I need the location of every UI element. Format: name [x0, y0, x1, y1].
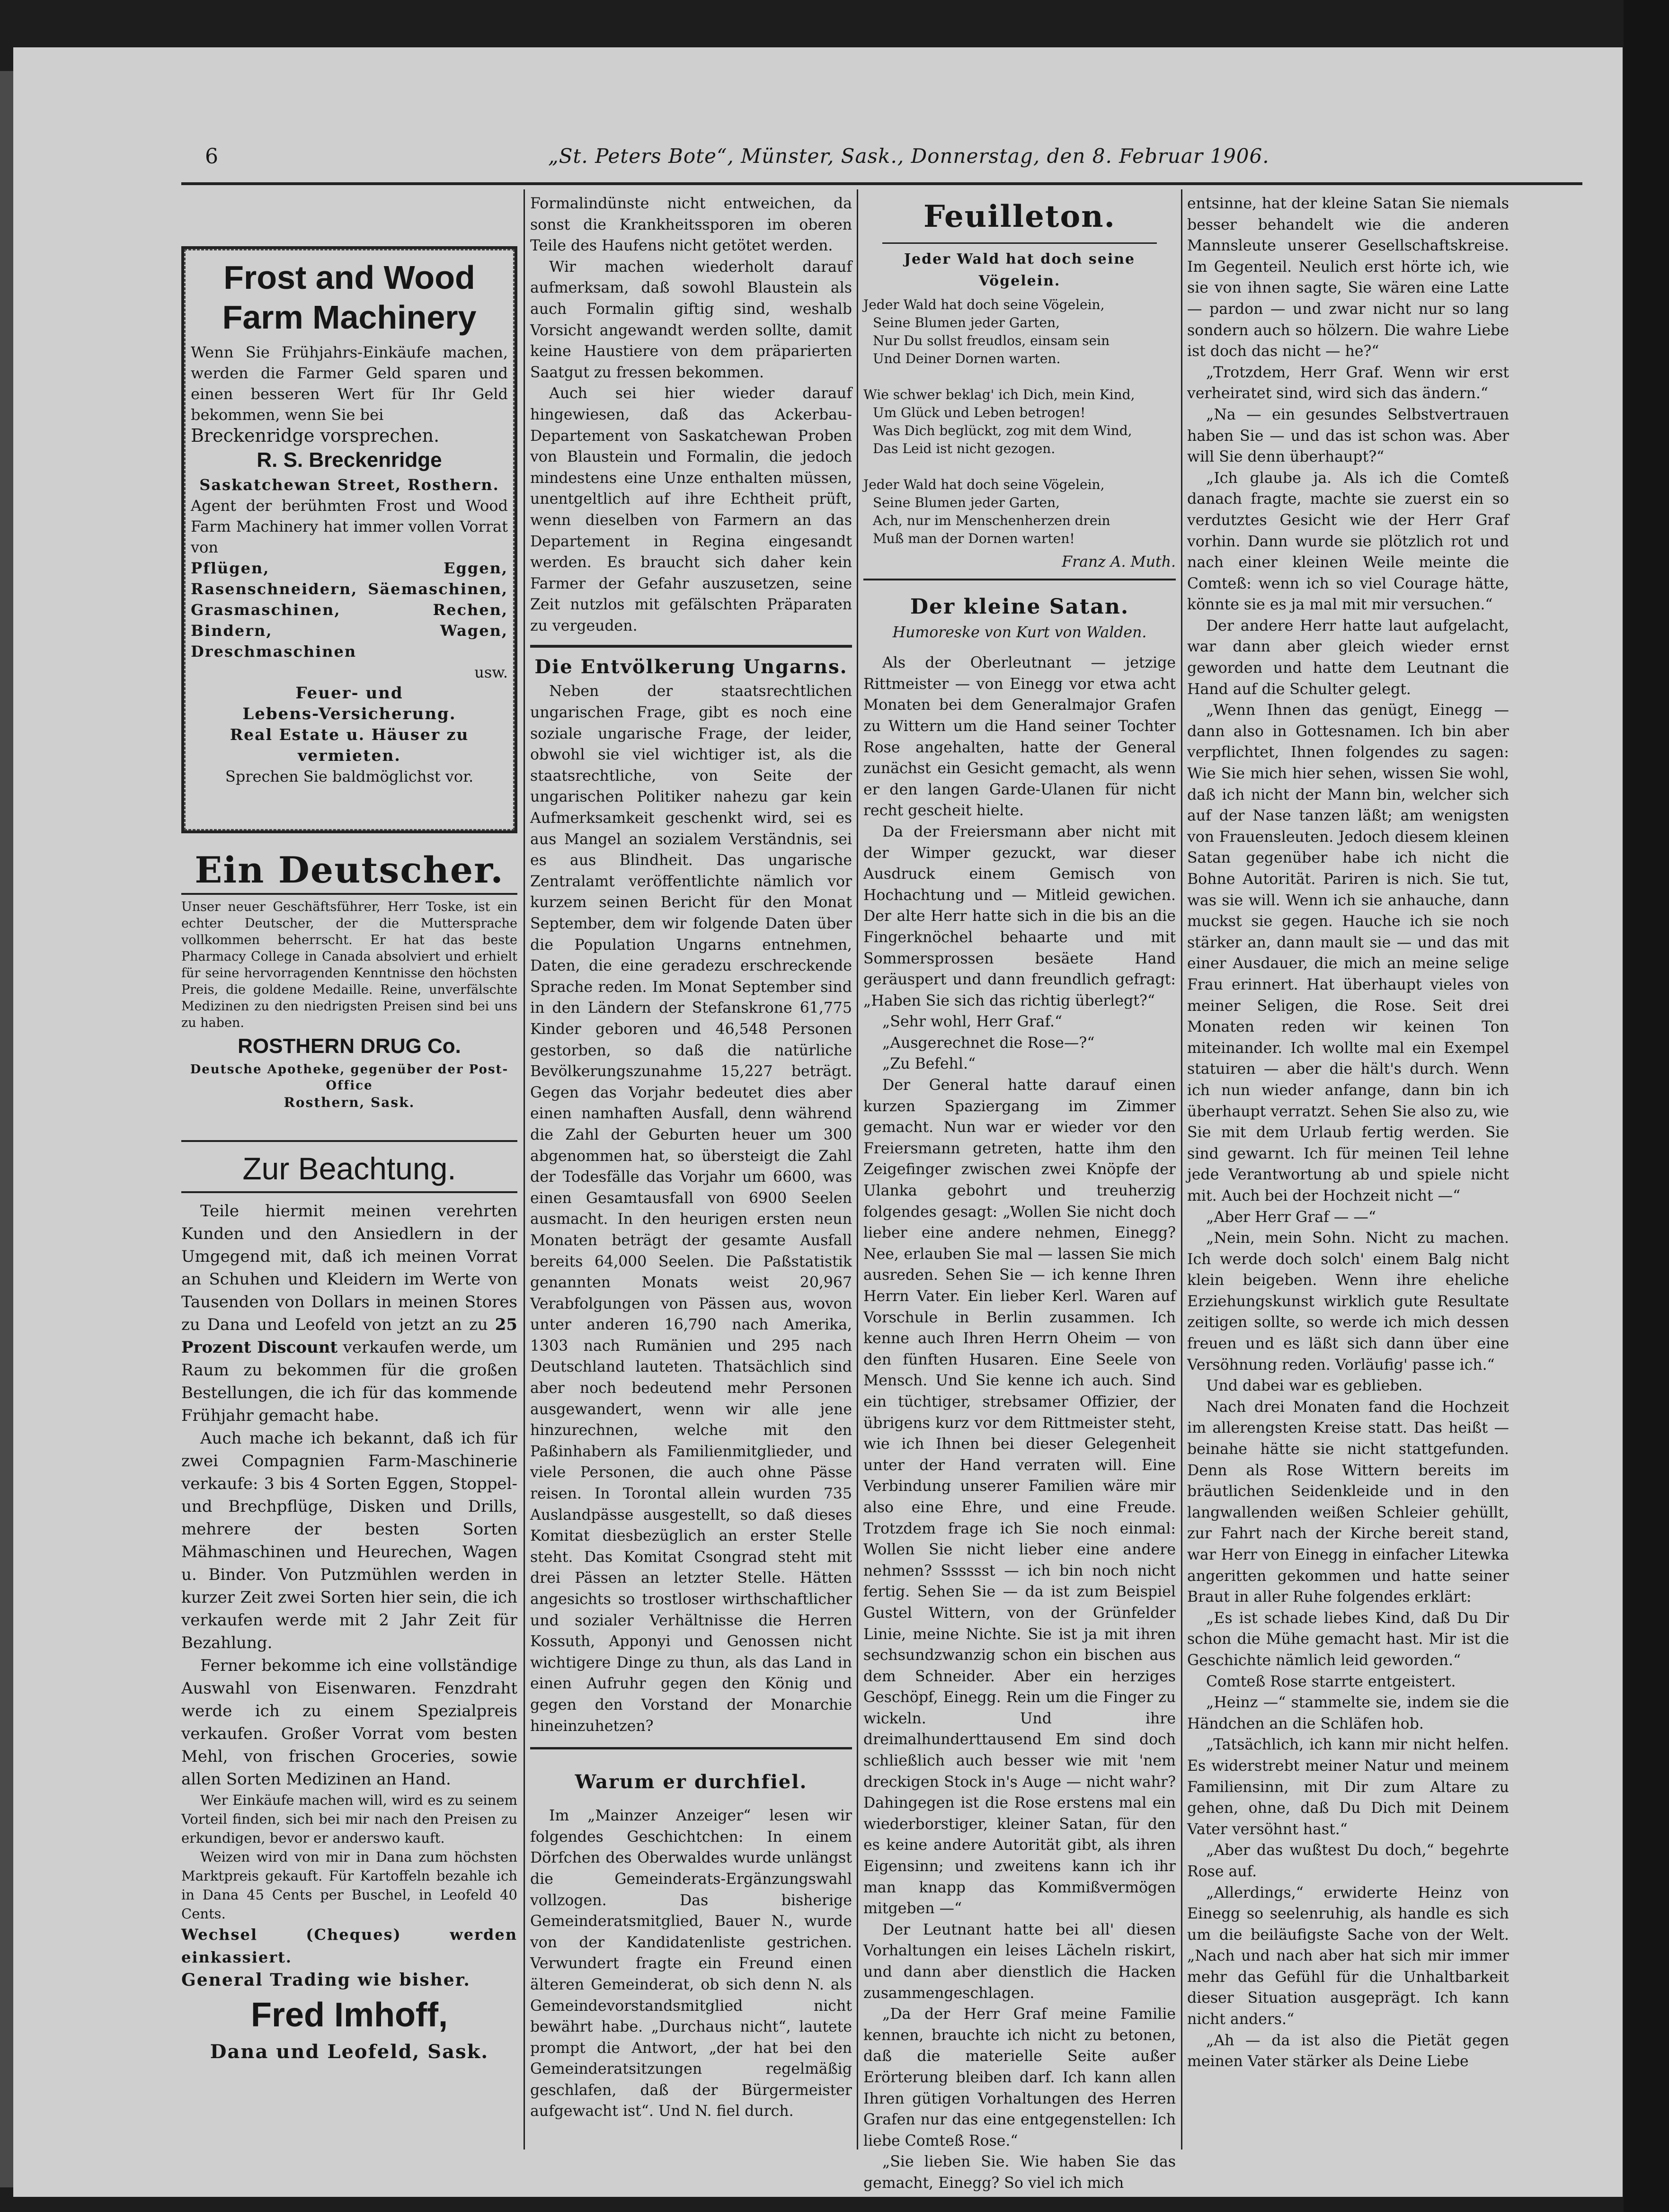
story-paragraph: „Na — ein gesundes Selbstvertrauen haben Sie — und das ist schon was. Aber will Sie denn überhaupt?“ [1187, 406, 1509, 466]
paragraph: Neben der staatsrechtlichen ungarischen Frage, gibt es noch eine soziale ungarische Frage, der leider, obwohl sie viel wichtiger ist, als die staatsrechtliche, von Seite der ungarischen Politiker nahezu gar kein Aufmerksamkeit geschenkt wird, sei es aus Mangel an sozialem Verständnis, sei es aus Blindheit. Das ungarische Zentralamt veröffentlichte nämlich vor kurzem seinen Bericht für den Monat September, dem wir folgende Daten über die Population Ungarns entnehmen, Daten, die eine geradezu erschreckende Sprache reden. Im Monat September sind in den Ländern der Stefanskrone 61,775 Kinder geboren und 46,548 Personen gestorben, so daß die natürliche Bevölkerungszunahme 15,227 beträgt. Gegen das Vorjahr bedeutet dies aber einen namhaften Ausfall, denn während die Zahl der Geburten heuer um 300 abgenommen hat, so übersteigt die Zahl der Todesfälle das Vorjahr um 6600, was einen Gesamtausfall von 6900 Seelen ausmacht. In den heurigen ersten neun Monaten beträgt der gesamte Ausfall bereits 64,000 Seelen. Die Paßstatistik genannten Monats weist 20,967 Verabfolgungen von Pässen aus, wovon unter anderen 16,790 nach Amerika, 1303 nach Rumänien und 295 nach Deutschland lauteten. Thatsächlich sind aber noch bedeutend mehr Personen ausgewandert, wenn wir alle jene hinzurechnen, welche mit den Paßinhabern als Familienmitglieder, und viele Personen, die auch ohne Pässe reisen. In Torontal allein wurden 735 Auslandpässe ausgestellt, so daß dieses Komitat diesbezüglich an erster Stelle steht. Das Komitat Csongrad steht mit drei Pässen an letzter Stelle. Hätten angesichts so trostloser wirthschaftlicher und sozialer Verhältnisse die Herren Kossuth, Apponyi und Genossen nicht wichtigere Dinge zu thun, als das Land in einen Aufruhr gegen den König und gegen den Vorstand der Monarchie hineinzuhetzen? [530, 683, 852, 1735]
masthead: „St. Peters Bote“, Münster, Sask., Donnerstag, den 8. Februar 1906. [548, 144, 1270, 168]
ad-closing: Sprechen Sie baldmöglichst vor. [225, 767, 474, 785]
ad-text: Ferner bekomme ich eine vollständige Auswahl von Eisenwaren. Fenzdraht werde ich zu einem Spezialpreis verkaufen. Großer Vorrat vom besten Mehl, von frischen Groceries, sowie allen Sorten Medizinen an Hand. [181, 1656, 517, 1789]
ad-beachtung [181, 1146, 517, 2159]
poem-line: Wie schwer beklag' ich Dich, mein Kind, [863, 387, 1135, 402]
column-4 [1187, 193, 1509, 2158]
ad-text: Wer Einkäufe machen will, wird es zu seinem Vorteil finden, sich bei mir nach den Preisen zu erkundigen, bevor er anderswo kauft. [181, 1792, 517, 1846]
poem [863, 296, 1176, 548]
ad-text: Unser neuer Geschäftsführer, Herr Toske, ist ein echter Deutscher, der die Muttersprache vollkommen beherrscht. Er hat das beste Pharmacy College in Canada absolviert und erhielt für seine hervorragenden Kenntnisse den höchsten Preis, die goldene Medaille. Reine, unverfälschte Medizinen zu den niedrigsten Preisen sind bei uns zu haben. [181, 900, 517, 1030]
header-rule [181, 182, 1582, 185]
story-continuation [1187, 193, 1509, 2072]
section-rule [863, 579, 1176, 580]
poem-line: Ach, nur im Menschenherzen drein [873, 513, 1110, 528]
poem-line: Seine Blumen jeder Garten, [873, 495, 1060, 510]
poem-line: Seine Blumen jeder Garten, [873, 315, 1060, 330]
dealer-address: Saskatchewan Street, Rosthern. [199, 476, 499, 494]
story-paragraph: „Nein, mein Sohn. Nicht zu machen. Ich werde doch solch' einem Balg nicht klein beigeben. Wenn ihre eheliche Erziehungskunst wirklich gute Resultate zeitigen sollte, so werde ich mich dessen freuen und es läßt sich dann über eine Versöhnung reden. Vorläufig' passe ich.“ [1187, 1230, 1509, 1374]
story-paragraph: entsinne, hat der kleine Satan Sie niemals besser behandelt wie die anderen Mannsleute unserer Gesellschaftskreise. Im Gegenteil. Neulich erst hörte ich, wie sie von ihnen sagte, Sie wären eine Latte — pardon — und zwar nicht nur so lang sondern auch so hölzern. Die wahre Liebe ist doch das nicht — he?“ [1187, 195, 1509, 360]
ad-text: Auch mache ich bekannt, daß ich für zwei Compagnien Farm-Maschinerie verkaufe: 3 bis 4 Sorten Eggen, Stoppel- und Brechpflüge, Disken und Drills, mehrere der besten Sorten Mähmaschinen und Heurechen, Wagen u. Binder. Von Putzmühlen werden in kurzer Zeit zwei Sorten hier sein, die ich verkaufen werde mit 2 Jahr Zeit für Bezahlung. [181, 1429, 517, 1652]
column-rule-2 [857, 189, 858, 2150]
ad-title: Zur Beachtung. [181, 1146, 517, 1193]
story-text [863, 652, 1176, 2194]
ad-text: Teile hiermit meinen verehrten Kunden und den Ansiedlern in der Umgegend mit, daß ich meinen Vorrat an Schuhen und Kleidern im Werte von Tausenden von Dollars in meinen Stores zu Dana und Leofeld von jetzt an zu 25 Prozent Discount verkaufen werde, um Raum zu bekommen für die großen Bestellungen, die ich für das kommende Frühjahr gemacht habe. [181, 1202, 517, 1425]
story-paragraph: „Sehr wohl, Herr Graf.“ [882, 1013, 1063, 1031]
column-rule-3 [1181, 189, 1182, 2150]
ad-deutscher [181, 847, 517, 1132]
poem-title: Jeder Wald hat doch seine Vögelein. [904, 251, 1136, 289]
scan-edge [1624, 0, 1669, 2212]
merchant-name: Fred Imhoff, [251, 1996, 448, 2034]
story-paragraph: „Ausgerechnet die Rose—?“ [882, 1034, 1095, 1052]
poem-line: Jeder Wald hat doch seine Vögelein, [863, 297, 1105, 312]
stanza-break [863, 458, 1176, 476]
ad-title: Ein Deutscher. [181, 847, 517, 895]
merchant-place: Dana und Leofeld, Sask. [210, 2041, 489, 2063]
store-sub: Deutsche Apotheke, gegenüber der Post-Office [190, 1062, 509, 1093]
book-spine [0, 71, 13, 2187]
paragraph: Auch sei hier wieder darauf hingewiesen, daß das Ackerbau-Departement von Saskatchewan Proben von Blaustein und Formalin, die jedoch mindestens eine Unze enthalten müssen, unentgeltlich auf ihre Echtheit prüft, wenn dieselben von Farmern an das Departement in Regina eingesandt werden. Es braucht sich daher kein Farmer der Gefahr auszusetzen, seine Zeit nutzlos mit gefälschten Präparaten zu vergeuden. [530, 385, 852, 634]
ad-text: Wechsel (Cheques) werden einkassiert. [181, 1926, 517, 1966]
ad-real-estate: Real Estate u. Häuser zu vermieten. [230, 725, 469, 765]
paragraph: Im „Mainzer Anzeiger“ lesen wir folgendes Geschichtchen: In einem Dörfchen des Oberwaldes wurde unlängst die Gemeinderats-Ergänzungswahl vollzogen. Das bisherige Gemeinderatsmitglied, Bauer N., wurde von der Kandidatenliste gestrichen. Verwundert fragte ein Freund einen älteren Gemeinderat, ob sich denn N. als Gemeindevorstandsmitglied nicht bewährt habe. „Durchaus nicht“, lautete prompt die Antwort, „der hat bei den Gemeinderatsitzungen regelmäßig geschlafen, daß der Bürgermeister aufgewacht ist“. Und N. fiel durch. [530, 1807, 852, 2120]
paragraph: Wir machen wiederholt darauf aufmerksam, daß sowohl Blaustein als auch Formalin giftig sind, weshalb Vorsicht angewandt werden sollte, damit keine Haustiere von dem präparierten Saatgut zu fressen bekommen. [530, 258, 852, 381]
story-paragraph: „Aber Herr Graf — —“ [1206, 1208, 1376, 1226]
poem-line: Nur Du sollst freudlos, einsam sein [873, 333, 1110, 348]
poem-line: Muß man der Dornen warten! [873, 531, 1075, 546]
page-number: 6 [205, 144, 218, 169]
story-paragraph: „Ah — da ist also die Pietät gegen meinen Vater stärker als Deine Liebe [1187, 2032, 1509, 2070]
story-paragraph: Da der Freiersmann aber nicht mit der Wimper gezuckt, war dieser Ausdruck einem Gemisch von Hochachtung und — Mitleid gewichen. Der alte Herr hatte sich in die bis an die Fingerknöchel behaarte und mit Sommersprossen besäete Hand geräuspert und dann freundlich gefragt: „Haben Sie sich das richtig überlegt?“ [863, 823, 1176, 1009]
ad-insurance: Lebens-Versicherung. [242, 705, 456, 723]
newspaper-page [13, 47, 1623, 2197]
story-paragraph: „Es ist schade liebes Kind, daß Du Dir schon die Mühe gemacht hast. Mir ist die Geschichte nämlich leid geworden.“ [1187, 1609, 1509, 1669]
story-paragraph: „Aber das wußtest Du doch,“ begehrte Rose auf. [1187, 1842, 1509, 1880]
story-paragraph: Und dabei war es geblieben. [1206, 1377, 1423, 1395]
poem-line: Was Dich beglückt, zog mit dem Wind, [873, 423, 1132, 438]
ad-frost-wood [181, 246, 517, 833]
poem-author: Franz A. Muth. [1062, 553, 1176, 571]
story-paragraph: „Wenn Ihnen das genügt, Einegg — dann also in Gottesnamen. Ich bin aber verpflichtet, Ihnen folgendes zu sagen: Wie Sie mich hier sehen, wissen Sie wohl, daß ich nicht der Mann bin, welcher sich auf der Nase tanzen läßt; am wenigsten von Frauensleuten. Jedoch diesem kleinen Satan gegenüber habe ich nicht die Bohne Autorität. Pariren is nich. Sie tut, was sie will. Wenn ich sie anhauche, dann muckst sie gegen. Hauche ich sie noch stärker an, dann mault sie — und das mit einer Ausdauer, die mich an meine selige Frau erinnert. Hat überhaupt vieles von meiner Seligen, die Rose. Seit drei Monaten reden wir keinen Ton miteinander. Ich wollte mal ein Exempel statuiren — aber die hält's durch. Wenn ich nun wieder anfange, dann bin ich überhaupt verratzt. Sehen Sie also zu, wie Sie mit dem Urlaub fertig werden. Sie sind gewarnt. Ich für meinen Teil lehne jede Verantwortung ab und spiele nicht mit. Auch bei der Hochzeit nicht —“ [1187, 702, 1509, 1204]
stanza-break [863, 368, 1176, 386]
story-title: Der kleine Satan. [910, 594, 1129, 619]
ad-title: Farm Machinery [222, 299, 477, 336]
title-rule [882, 242, 1157, 244]
article-title: Warum er durchfiel. [575, 1771, 808, 1793]
ad-insurance: Feuer- und [295, 684, 403, 703]
poem-line: Um Glück und Leben betrogen! [873, 405, 1086, 420]
ad-separator [181, 1140, 517, 1142]
story-paragraph: „Trotzdem, Herr Graf. Wenn wir erst verheiratet sind, wird sich das ändern.“ [1187, 364, 1509, 402]
poem-line: Und Deiner Dornen warten. [873, 351, 1061, 366]
column-3 [863, 193, 1176, 2192]
story-paragraph: „Tatsächlich, ich kann mir nicht helfen. Es widerstrebt meiner Natur und meinem Familiensinn, mit Dir zum Altare zu gehen, ohne, daß Du Dich mit Deinem Vater versöhnt hast.“ [1187, 1736, 1509, 1838]
ad-title: Frost and Wood [223, 259, 475, 296]
poem-line: Jeder Wald hat doch seine Vögelein, [863, 477, 1105, 492]
store-name: ROSTHERN DRUG Co. [238, 1035, 461, 1058]
story-paragraph: „Da der Herr Graf meine Familie kennen, brauchte ich nicht zu betonen, daß die materielle Seite außer Erörterung bleiben darf. Ich kann allen Ihren gütigen Vorhaltungen des Herren Grafen nur das eine entgegenstellen: Ich liebe Comteß Rose.“ [863, 2006, 1176, 2150]
story-subtitle: Humoreske von Kurt von Walden. [892, 624, 1147, 641]
story-paragraph: „Heinz —“ stammelte sie, indem sie die Händchen an die Schläfen hob. [1187, 1694, 1509, 1732]
discount: 25 Prozent Discount [181, 1315, 517, 1357]
article-continuation: Formalindünste nicht entweichen, da sonst die Krankheitssporen im oberen Teile des Haufens nicht getötet werden. [530, 195, 852, 255]
section-title: Feuilleton. [923, 199, 1116, 234]
section-rule [530, 645, 852, 648]
ad-text: General Trading wie bisher. [181, 1970, 471, 1990]
store-location: Rosthern, Sask. [284, 1095, 415, 1110]
article-title: Die Entvölkerung Ungarns. [534, 656, 848, 678]
column-rule-1 [524, 189, 525, 2150]
story-paragraph: Der andere Herr hatte laut aufgelacht, war dann aber gleich wieder ernst geworden und hatte dem Leutnant die Hand auf die Schulter gelegt. [1187, 617, 1509, 698]
story-paragraph: „Sie lieben Sie. Wie haben Sie das gemacht, Einegg? So viel ich mich [863, 2153, 1176, 2192]
ad-text: Agent der berühmten Frost und Wood Farm Machinery hat immer vollen Vorrat von [191, 497, 508, 556]
dealer-name: R. S. Breckenridge [257, 448, 442, 472]
story-paragraph: Der General hatte darauf einen kurzen Spaziergang im Zimmer gemacht. Nun war er wieder vor den Freiersmann getreten, hatte ihm den Zeigefinger zwischen zwei Knöpfe der Ulanka gebohrt und treuherzig folgendes gesagt: „Wollen Sie nicht doch lieber eine andere nehmen, Einegg? Nee, erlauben Sie mal — lassen Sie mich ausreden. Sehen Sie — ich kenne Ihren Herrn Vater. Ein lieber Kerl. Waren auf Vorschule in Berlin zusammen. Ich kenne auch Ihren Herrn Oheim — von den fünften Husaren. Eine Seele von Mensch. Und Sie kenne ich auch. Sind ein tüchtiger, strebsamer Offizier, der übrigens kurz vor dem Rittmeister steht, wie ich Ihnen bei dieser Gelegenheit unter der Hand verraten will. Eine Verbindung unserer Familien wäre mir also eine Ehre, und eine Freude. Trotzdem frage ich Sie noch einmal: Wollen Sie nicht lieber eine andere nehmen? Sssssst — ich bin noch nicht fertig. Sehen Sie — da ist zum Beispiel Gustel Wittern, von der Grünfelder Linie, meine Nichte. Sie ist ja mit ihren sechsundzwanzig schon ein bischen aus dem Schneider. Aber ein herziges Geschöpf, Einegg. Rein um die Finger zu wickeln. Und ihre dreimalhunderttausend Em sind doch schließlich auch besser wie mit 'nem dreckigen Stock in's Auge — nicht wahr? Dahingegen ist die Rose erstens mal ein wiederborstiger, kleiner Satan, für den es keine andere Autorität gibt, als ihren Eigensinn; und zweitens kann ich ihr man knapp das Kommißvermögen mitgeben —“ [863, 1077, 1176, 1918]
ad-goods: Pflügen, Eggen, Rasenschneidern, Säemaschinen, Grasmaschinen, Rechen, Bindern, Wagen, Dreschmaschinen [191, 559, 508, 660]
story-paragraph: „Ich glaube ja. Als ich die Comteß danach fragte, machte sie zuerst ein so verdutztes Gesicht wie der Herr Graf vorhin. Dann wurde sie plötzlich rot und nach einer kleinen Weile meinte die Comteß: wenn ich so viel Courage hätte, könnte sie es ja mal mit mir versuchen.“ [1187, 469, 1509, 614]
ad-text: Weizen wird von mir in Dana zum höchsten Marktpreis gekauft. Für Kartoffeln bezahle ich in Dana 45 Cents per Buschel, in Leofeld 40 Cents. [181, 1849, 517, 1922]
story-paragraph: Nach drei Monaten fand die Hochzeit im allerengsten Kreise statt. Das heißt — beinahe hätte sie nicht stattgefunden. Denn als Rose Wittern bereits im bräutlichen Seidenkleide und in den langwallenden weißen Schleier gehüllt, zur Fahrt nach der Kirche bereit stand, war Herr von Einegg in einfacher Litewka angeritten gekommen und hatte seiner Braut in aller Ruhe folgendes erklärt: [1187, 1398, 1509, 1606]
ad-text: Wenn Sie Frühjahrs-Einkäufe machen, werden die Farmer Geld sparen und einen besseren Wert für Ihr Geld bekommen, wenn Sie bei [191, 343, 508, 424]
ad-text: usw. [474, 663, 508, 681]
section-rule [530, 1747, 852, 1749]
story-paragraph: Der Leutnant hatte bei all' diesen Vorhaltungen ein leises Lächeln riskirt, und dann aber dienstlich die Hacken zusammengeschlagen. [863, 1921, 1176, 2002]
story-paragraph: „Allerdings,“ erwiderte Heinz von Einegg so seelenruhig, als handle es sich um die beiläufigste Sache von der Welt. „Nach und nach aber hat sich mir immer mehr das Gefühl für die Unhaltbarkeit dieser Situation ausgeprägt. Ich kann nicht anders.“ [1187, 1884, 1509, 2028]
column-2 [530, 193, 852, 2158]
ad-text: Breckenridge vorsprechen. [191, 425, 440, 446]
story-paragraph: „Zu Befehl.“ [882, 1055, 976, 1073]
story-paragraph: Comteß Rose starrte entgeistert. [1206, 1673, 1456, 1690]
poem-line: Das Leid ist nicht gezogen. [873, 441, 1056, 456]
story-paragraph: Als der Oberleutnant — jetzige Rittmeister — von Einegg vor etwa acht Monaten bei dem Generalmajor Grafen zu Wittern um die Hand seiner Tochter Rose angehalten, hatte der General zunächst ein Gesicht gemacht, als wenn er den langen Garde-Ulanen für nicht recht gescheit hielte. [863, 654, 1176, 820]
